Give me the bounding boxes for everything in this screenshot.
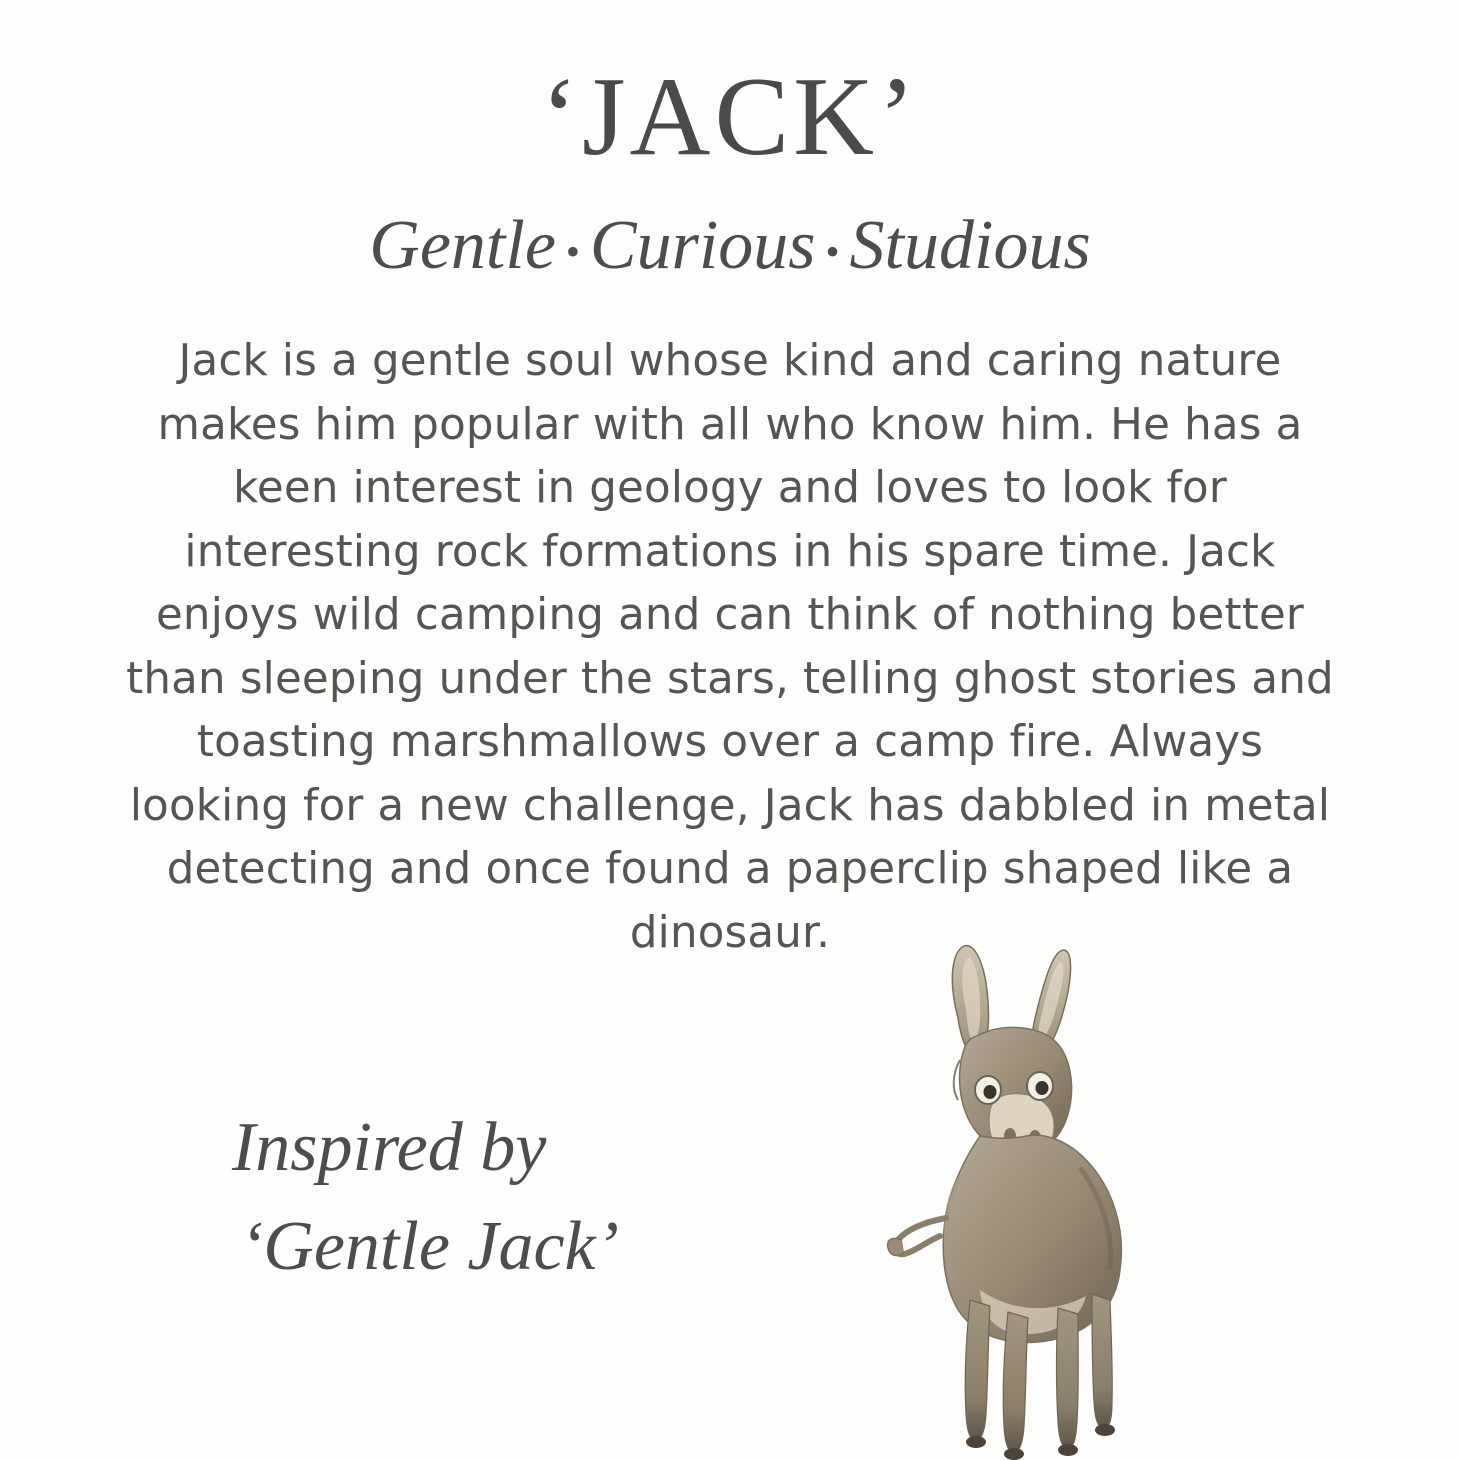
- trait-separator-2: •: [825, 229, 840, 275]
- trait-2: Curious: [589, 207, 816, 285]
- trait-3: Studious: [849, 207, 1091, 285]
- trait-1: Gentle: [369, 207, 556, 285]
- inspired-by-block: [232, 1098, 619, 1297]
- traits-line: [0, 179, 1460, 284]
- description-paragraph: Jack is a gentle soul whose kind and caring nature makes him popular with all who know him. He has a keen interest in geology and loves to look for interesting rock formations in his spare time. Jack enjoys wild camping and can think of nothing better than sleeping under the stars, telling ghost stories and toasting marshmallows over a camp fire. Always looking for a new challenge, Jack has dabbled in metal detecting and once found a paperclip shaped like a dinosaur.: [126, 336, 1334, 958]
- donkey-illustration: [840, 940, 1200, 1460]
- page-title: ‘JACK’: [540, 55, 920, 179]
- inspired-by-source: ‘Gentle Jack’: [240, 1208, 619, 1286]
- inspired-by-label: Inspired by: [232, 1109, 547, 1186]
- trait-separator-1: •: [565, 229, 580, 275]
